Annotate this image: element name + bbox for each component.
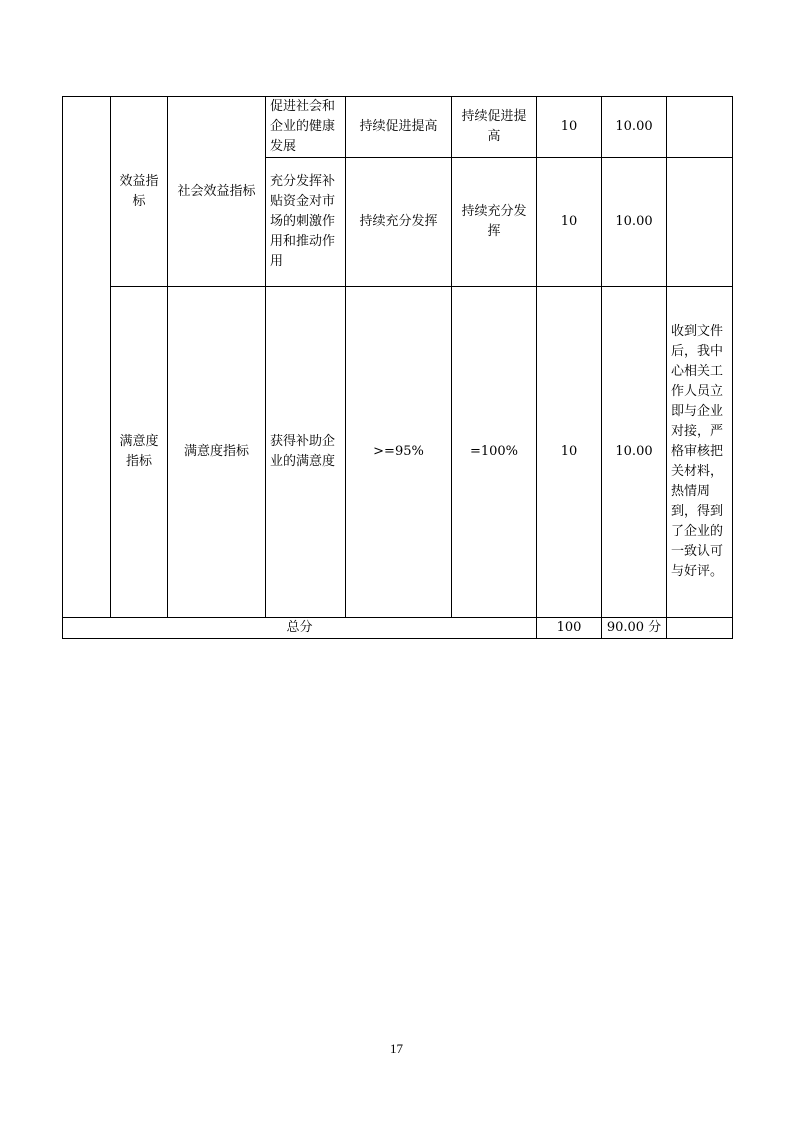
score-cell: 10.00 (602, 287, 667, 618)
target-cell: >=95% (346, 287, 452, 618)
table-row (63, 97, 733, 158)
weight-cell: 10 (537, 287, 602, 618)
indicator-cell: 获得补助企业的满意度 (266, 287, 346, 618)
performance-table (62, 96, 733, 639)
level3-cell: 满意度指标 (168, 287, 266, 618)
total-label: 总分 (63, 618, 537, 639)
target-cell: 持续促进提高 (346, 97, 452, 158)
remark-cell (667, 158, 733, 287)
page-number: 17 (390, 1041, 403, 1056)
target-cell: 持续充分发挥 (346, 158, 452, 287)
actual-cell: =100% (452, 287, 537, 618)
remark-cell (667, 97, 733, 158)
score-cell: 10.00 (602, 97, 667, 158)
weight-cell: 10 (537, 97, 602, 158)
score-cell: 10.00 (602, 158, 667, 287)
total-remark (667, 618, 733, 639)
actual-cell: 持续促进提高 (452, 97, 537, 158)
total-score: 90.00 分 (602, 618, 667, 639)
table-row (63, 287, 733, 618)
total-weight: 100 (537, 618, 602, 639)
level2-cell: 效益指标 (111, 97, 168, 287)
indicator-cell: 充分发挥补贴资金对市场的刺激作用和推动作用 (266, 158, 346, 287)
level1-cell (63, 97, 111, 618)
remark-cell: 收到文件后，我中心相关工作人员立即与企业对接，严格审核把关材料，热情周到，得到了企业的一致认可与好评。 (667, 287, 733, 618)
indicator-cell: 促进社会和企业的健康发展 (266, 97, 346, 158)
total-row (63, 618, 733, 639)
weight-cell: 10 (537, 158, 602, 287)
actual-cell: 持续充分发挥 (452, 158, 537, 287)
level2-cell: 满意度指标 (111, 287, 168, 618)
level3-cell: 社会效益指标 (168, 97, 266, 287)
